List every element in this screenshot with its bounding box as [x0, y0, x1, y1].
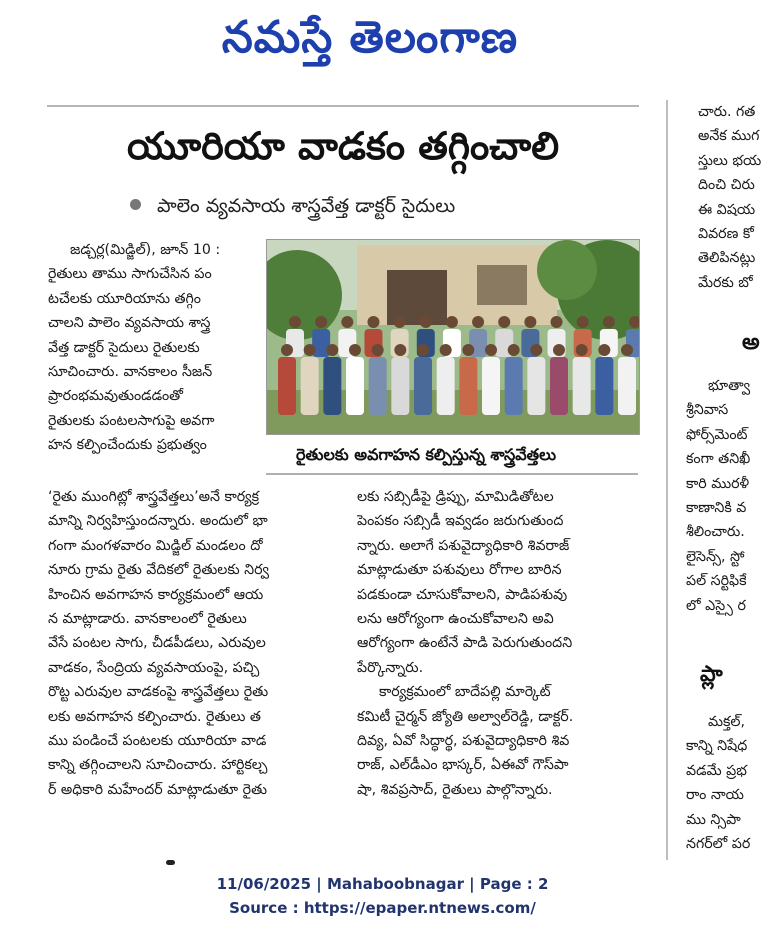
person-head [394, 344, 406, 356]
article-subhead [130, 190, 630, 222]
text-line: సూచించారు. వానకాలం సీజన్ [48, 363, 213, 380]
text-line: దించి చిరు [698, 177, 755, 194]
person-body [595, 357, 613, 415]
adjacent-column-middle [686, 374, 765, 618]
person-head [621, 344, 633, 356]
text-line: ము న్సిపా [686, 811, 741, 828]
bullet-icon [130, 199, 141, 210]
person-body [369, 357, 387, 415]
person-head [485, 344, 497, 356]
text-line: రైతులకు పంటలసాగుపై అవగా [48, 412, 215, 429]
text-line: హించిన అవగాహన కార్యక్రమంలో ఆయ [48, 586, 264, 603]
person-head [394, 316, 406, 328]
text-line: కాన్ని తగ్గించాలని సూచించారు. హార్టికల్చ [48, 757, 268, 774]
person-head [498, 316, 510, 328]
text-line: మాట్లాడుతూ పశువులు రోగాల బారిన [357, 562, 562, 579]
text-line: లైసెన్స్, స్టో [686, 548, 745, 565]
text-line: కార్యక్రమంలో బాదేపల్లి మార్కెట్ [379, 684, 551, 701]
newspaper-masthead: నమస్తే తెలంగాణ [221, 12, 519, 63]
text-line: షా, శివప్రసాద్, రైతులు పాల్గొన్నారు. [357, 781, 553, 798]
person-head [598, 344, 610, 356]
text-line: న్నారు. అలాగే పశువైద్యాధికారి శివరాజ్ [357, 537, 570, 554]
person-head [417, 344, 429, 356]
farmers-group-photo [267, 240, 639, 434]
person-head [367, 316, 379, 328]
continuation-mark [166, 860, 175, 865]
photo-caption: రైతులకు అవగాహన కల్పిస్తున్న శాస్త్రవేత్తలు [296, 445, 556, 464]
article-headline: యూరియా వాడకం తగ్గించాలి [126, 124, 560, 168]
text-line: లకు అవగాహన కల్పించారు. రైతులు త [48, 708, 261, 725]
text-line: చారు. గత [698, 104, 756, 120]
person-head [326, 344, 338, 356]
text-line: కారి మురళీ [686, 475, 750, 492]
person-body [618, 357, 636, 415]
text-line: వివరణ కో [698, 225, 754, 242]
person-head [304, 344, 316, 356]
text-line: దివ్య, ఏవో సిద్ధార్థ, పశువైద్యాధికారి శివ [357, 732, 570, 749]
caption-rule [266, 473, 638, 475]
text-line: మేరకు బో [698, 274, 753, 291]
text-line: కాణానికి వ [686, 499, 747, 516]
text-line: కాన్ని నిషేధ [686, 738, 748, 755]
text-line: రైతులు తాము సాగుచేసిన పం [48, 266, 212, 283]
person-body [414, 357, 432, 415]
text-line: నగర్‌లో పర [686, 835, 751, 852]
text-line: కమిటీ చైర్మన్ జ్యోతి అల్వాల్‌రెడ్డి, డాక్టర్. [357, 708, 574, 725]
person-head [349, 344, 361, 356]
person-body [550, 357, 568, 415]
text-line: పడకుండా చూసుకోవాలని, పాడిపశువు [357, 586, 568, 603]
text-line: ఆరోగ్యంగా ఉంటేనే పాడి పెరుగుతుందని [357, 635, 573, 652]
person-head [508, 344, 520, 356]
person-head [440, 344, 452, 356]
person-head [551, 316, 563, 328]
text-line: వడమే ప్రభ [686, 762, 747, 779]
adjacent-column-heading-1: అ [742, 330, 760, 355]
person-body [573, 357, 591, 415]
person-body [527, 357, 545, 415]
text-line: లను ఆరోగ్యంగా ఉంచుకోవాలని అవి [357, 610, 554, 627]
article-column-1-top [48, 238, 260, 458]
person-body [346, 357, 364, 415]
text-line: టచేలకు యూరియాను తగ్గిం [48, 290, 201, 307]
text-line: కంగా తనిఖీ [686, 451, 751, 468]
footer-source: Source : https://epaper.ntnews.com/ [229, 899, 536, 917]
text-line: మక్తల్, [708, 714, 745, 730]
person-head [576, 344, 588, 356]
person-head [315, 316, 327, 328]
text-line: ర్ అధికారి మహేందర్ మాట్లాడుతూ రైతు [48, 781, 268, 798]
text-line: పేర్కొన్నారు. [357, 659, 424, 676]
text-line: ఈ విషయ [698, 201, 756, 218]
text-line: ‘రైతు ముంగిట్లో శాస్త్రవేత్తలు’అనే కార్యక్ర [48, 489, 260, 505]
text-line: ఫోర్స్‌మెంట్ [686, 426, 748, 443]
person-body [391, 357, 409, 415]
adjacent-column-bottom [686, 710, 765, 860]
person-head [289, 316, 301, 328]
person-body [505, 357, 523, 415]
person-head [553, 344, 565, 356]
text-line: లో ఎస్సై ర [686, 597, 746, 614]
text-line: వేత్త డాక్టర్ సైదులు రైతులకు [48, 339, 200, 356]
person-head [446, 316, 458, 328]
text-line: చాలని పాలెం వ్యవసాయ శాస్త్ర [48, 315, 211, 332]
person-body [459, 357, 477, 415]
person-head [341, 316, 353, 328]
text-line: స్తులు భయ [698, 152, 762, 169]
text-line: ప్రారంభమవుతుండడంతో [48, 388, 184, 405]
person-body [323, 357, 341, 415]
text-line: గంగా మంగళవారం మిడ్జిల్ మండలం దో [48, 537, 263, 554]
text-line: తెలిపినట్లు [698, 250, 756, 267]
column-divider [666, 100, 668, 860]
text-line: రాజ్, ఎల్‌డీఎం భాస్కర్, ఏఈవో గౌస్‌పా [357, 757, 569, 774]
person-head [577, 316, 589, 328]
text-line: రాం నాయ [686, 787, 744, 804]
person-head [530, 344, 542, 356]
headline-top-rule [47, 105, 639, 107]
person-body [482, 357, 500, 415]
text-line: ము పండించే పంటలకు యూరియా వాడ [48, 732, 267, 749]
adjacent-column-top [698, 100, 765, 295]
person-head [281, 344, 293, 356]
footer-date-edition: 11/06/2025 | Mahaboobnagar | Page : 2 [216, 875, 549, 893]
text-line: వేసే పంటల సాగు, చీడపీడలు, ఎరువుల [48, 635, 266, 652]
text-line: వాడకం, సేంద్రియ వ్యవసాయంపై, పచ్చి [48, 659, 260, 676]
text-line: రొట్ట ఎరువుల వాడకంపై శాస్త్రవేత్తలు రైతు [48, 684, 269, 701]
text-line: న మాట్లాడారు. వానకాలంలో రైతులు [48, 610, 247, 627]
person-body [437, 357, 455, 415]
text-line: భూత్వా [708, 378, 751, 394]
text-line: శ్రీనివాస [686, 402, 729, 419]
page-footer [0, 872, 765, 920]
text-line: పల్ సర్టిఫికే [686, 573, 747, 590]
person-head [462, 344, 474, 356]
person-head [472, 316, 484, 328]
article-column-1-bottom [48, 485, 340, 802]
person-head [603, 316, 615, 328]
text-line: శీలించారు. [686, 524, 745, 541]
text-line: జడ్చర్ల(మిడ్జిల్), జూన్ 10 : [70, 242, 221, 258]
person-head [372, 344, 384, 356]
adjacent-column-heading-2: ప్లా [700, 662, 723, 687]
text-line: హన కల్పించేందుకు ప్రభుత్వం [48, 437, 207, 454]
text-line: అనేక ముగ [698, 128, 760, 145]
person-head [524, 316, 536, 328]
text-line: పెంపకం సబ్సిడీ ఇవ్వడం జరుగుతుంద [357, 513, 564, 530]
text-line: నూరు గ్రామ రైతు వేదికలో రైతులకు నిర్వ [48, 562, 270, 579]
person-body [278, 357, 296, 415]
person-head [420, 316, 432, 328]
article-column-2 [357, 485, 639, 802]
text-line: మాన్ని నిర్వహిస్తుందన్నారు. అందులో భా [48, 513, 268, 530]
article-photo [266, 239, 640, 435]
subhead-text: పాలెం వ్యవసాయ శాస్త్రవేత్త డాక్టర్ సైదులు [157, 195, 456, 217]
person-body [301, 357, 319, 415]
text-line: లకు సబ్సిడీపై డ్రిప్పు, మామిడితోటల [357, 489, 554, 505]
